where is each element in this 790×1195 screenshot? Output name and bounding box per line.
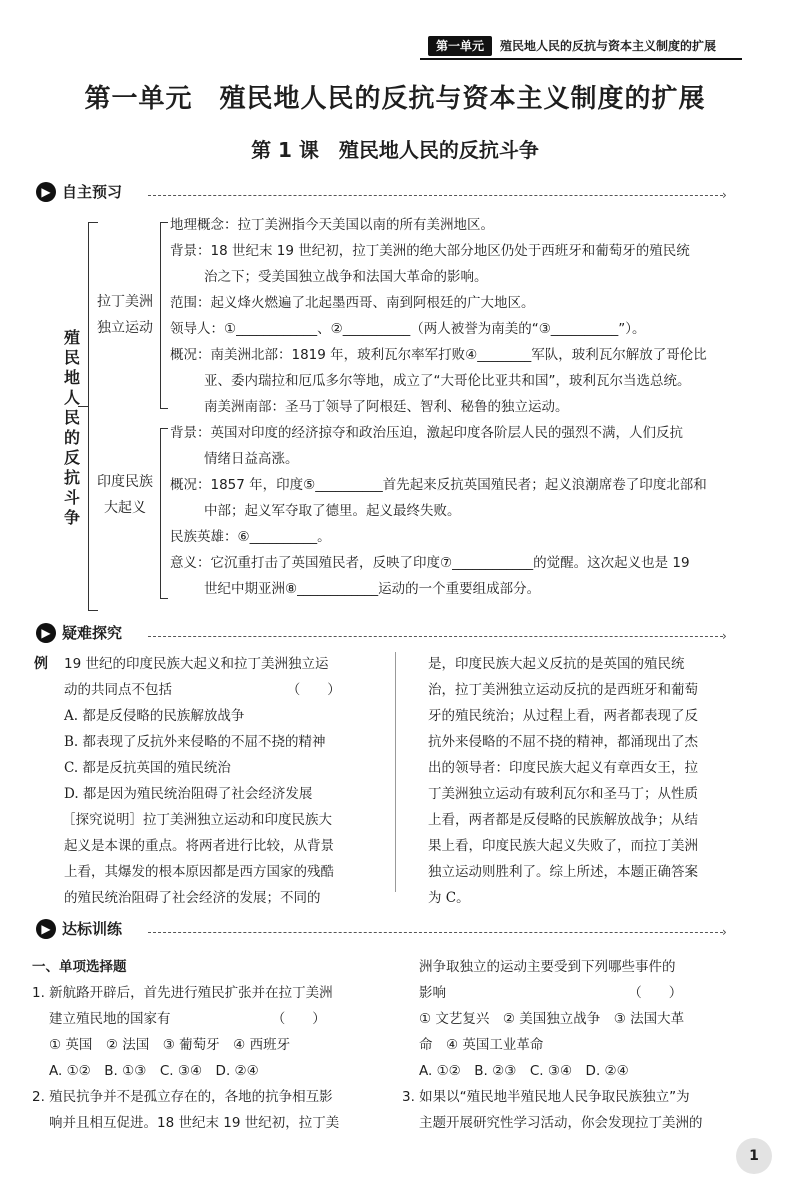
explore-explanation: ［探究说明］拉丁美洲独立运动和印度民族大 <box>62 812 332 828</box>
section-label: 自主预习 <box>62 183 123 201</box>
question-1-stem: 建立殖民地的国家有 （ ） <box>49 1011 326 1027</box>
explore-explanation: 牙的殖民统治；从过程上看，两者都表现了反 <box>428 708 698 724</box>
brace-tick <box>78 406 88 407</box>
question-2-stem: 影响 （ ） <box>419 985 683 1001</box>
explore-option: D. 都是因为殖民统治阻碍了社会经济发展 <box>64 786 313 802</box>
node-label-line: 拉丁美洲 <box>97 294 153 310</box>
dashed-rule <box>148 932 723 933</box>
section-heading-preview <box>36 181 122 207</box>
unit-title: 第一单元 殖民地人民的反抗与资本主义制度的扩展 <box>84 84 706 114</box>
explore-explanation: 是，印度民族大起义反抗的是英国的殖民统 <box>428 656 685 672</box>
play-icon: ▶ <box>36 182 56 202</box>
brace-tick <box>160 222 168 223</box>
explore-explanation: 丁美洲独立运动有玻利瓦尔和圣马丁；从性质 <box>428 786 698 802</box>
running-header-title: 殖民地人民的反抗与资本主义制度的扩展 <box>500 39 717 53</box>
root-brace <box>88 222 89 610</box>
explore-explanation: 的殖民统治阻碍了社会经济的发展；不同的 <box>64 890 321 906</box>
arrow-icon: › <box>722 629 727 643</box>
india-line: 世纪中期亚洲⑧____________运动的一个重要组成部分。 <box>204 581 541 597</box>
section-heading-training <box>36 918 122 944</box>
example-tag: 例 <box>34 656 48 672</box>
play-icon: ▶ <box>36 623 56 643</box>
lesson-title: 第 1 课 殖民地人民的反抗斗争 <box>251 138 539 162</box>
latin-line: 地理概念：拉丁美洲指今天美国以南的所有美洲地区。 <box>170 217 494 233</box>
india-line: 背景：英国对印度的经济掠夺和政治压迫，激起印度各阶层人民的强烈不满，人们反抗 <box>170 425 683 441</box>
explore-option: C. 都是反抗英国的殖民统治 <box>64 760 231 776</box>
latin-line: 领导人：①____________、②__________（两人被誉为南美的“③__________”）。 <box>170 321 646 337</box>
dashed-rule <box>148 636 723 637</box>
unit-badge: 第一单元 <box>428 36 492 56</box>
brace-tick <box>160 428 168 429</box>
explore-explanation: 抗外来侵略的不屈不挠的精神，都涌现出了杰 <box>428 734 698 750</box>
section-label: 疑难探究 <box>62 624 123 642</box>
latin-line: 概况：南美洲北部：1819 年，玻利瓦尔率军打败④________军队，玻利瓦尔解放了哥伦比 <box>170 347 707 363</box>
brace-tick <box>160 408 168 409</box>
question-3-stem: 主题开展研究性学习活动，你会发现拉丁美洲的 <box>419 1115 703 1131</box>
question-3-stem: 3. 如果以“殖民地半殖民地人民争取民族独立”为 <box>402 1089 690 1105</box>
explore-explanation: 起义是本课的重点。将两者进行比较，从背景 <box>64 838 334 854</box>
explore-explanation: 治，拉丁美洲独立运动反抗的是西班牙和葡萄 <box>428 682 698 698</box>
explore-option: B. 都表现了反抗外来侵略的不屈不挠的精神 <box>64 734 326 750</box>
latin-line: 背景：18 世纪末 19 世纪初，拉丁美洲的绝大部分地区仍处于西班牙和葡萄牙的殖民统 <box>170 243 690 259</box>
explore-explanation: 出的领导者：印度民族大起义有章西女王，拉 <box>428 760 698 776</box>
question-2-stem: 响并且相互促进。18 世纪末 19 世纪初，拉丁美 <box>49 1115 340 1131</box>
explore-option: A. 都是反侵略的民族解放战争 <box>64 708 245 724</box>
arrow-icon: › <box>722 925 727 939</box>
training-left-column <box>32 954 392 1136</box>
tree-root-label: 殖民地人民的反抗斗争 <box>63 328 80 527</box>
question-1-options: A. ①② B. ①③ C. ③④ D. ②④ <box>49 1063 259 1079</box>
header-rule <box>420 58 742 60</box>
question-1-items: ① 英国 ② 法国 ③ 葡萄牙 ④ 西班牙 <box>49 1037 291 1053</box>
latin-line: 南美洲南部：圣马丁领导了阿根廷、智利、秘鲁的独立运动。 <box>204 399 569 415</box>
brace-tick <box>88 610 98 611</box>
question-2-stem: 2. 殖民抗争并不是孤立存在的，各地的抗争相互影 <box>32 1089 333 1105</box>
play-icon: ▶ <box>36 919 56 939</box>
explore-left-column <box>64 651 389 911</box>
section-heading-explore <box>36 622 122 648</box>
explore-explanation: 果上看，印度民族大起义失败了，而拉丁美洲 <box>428 838 698 854</box>
question-2-options: A. ①② B. ②③ C. ③④ D. ②④ <box>419 1063 629 1079</box>
tree-node-latin-america <box>92 292 158 338</box>
node-label-line: 大起义 <box>104 500 146 516</box>
question-2-items: 命 ④ 英国工业革命 <box>419 1037 544 1053</box>
explore-explanation: 为 C。 <box>428 890 470 906</box>
explore-explanation: 独立运动则胜利了。综上所述，本题正确答案 <box>428 864 698 880</box>
latin-brace <box>160 222 161 408</box>
page-number: 1 <box>736 1138 772 1174</box>
explore-explanation: 上看，其爆发的根本原因都是西方国家的残酷 <box>64 864 334 880</box>
brace-tick <box>160 598 168 599</box>
explore-line: 动的共同点不包括 （ ） <box>64 682 341 698</box>
explore-explanation: 上看，两者都是反侵略的民族解放战争；从结 <box>428 812 698 828</box>
node-label-line: 独立运动 <box>97 320 153 336</box>
latin-line: 亚、委内瑞拉和厄瓜多尔等地，成立了“大哥伦比亚共和国”，玻利瓦尔当选总统。 <box>204 373 691 389</box>
question-2-stem: 洲争取独立的运动主要受到下列哪些事件的 <box>419 959 676 975</box>
question-1-stem: 1. 新航路开辟后，首先进行殖民扩张并在拉丁美洲 <box>32 985 333 1001</box>
arrow-icon: › <box>722 188 727 202</box>
india-line: 意义：它沉重打击了英国殖民者，反映了印度⑦____________的觉醒。这次起义也是 19 <box>170 555 690 571</box>
training-right-column <box>402 954 752 1136</box>
question-2-items: ① 文艺复兴 ② 美国独立战争 ③ 法国大革 <box>419 1011 685 1027</box>
india-brace <box>160 428 161 598</box>
india-line: 概况：1857 年，印度⑤__________首先起来反抗英国殖民者；起义浪潮席卷了印度北部和 <box>170 477 707 493</box>
tree-node-india <box>92 472 158 518</box>
explore-line: 19 世纪的印度民族大起义和拉丁美洲独立运 <box>64 656 329 672</box>
section-label: 达标训练 <box>62 920 123 938</box>
latin-line: 范围：起义烽火燃遍了北起墨西哥、南到阿根廷的广大地区。 <box>170 295 535 311</box>
node-label-line: 印度民族 <box>97 474 153 490</box>
explore-right-column <box>428 651 748 911</box>
india-line: 民族英雄：⑥__________。 <box>170 529 331 545</box>
latin-line: 治之下；受美国独立战争和法国大革命的影响。 <box>204 269 488 285</box>
india-line: 情绪日益高涨。 <box>204 451 299 467</box>
column-divider <box>395 652 396 892</box>
question-type-heading: 一、单项选择题 <box>32 959 127 975</box>
india-line: 中部；起义军夺取了德里。起义最终失败。 <box>204 503 461 519</box>
dashed-rule <box>148 195 723 196</box>
brace-tick <box>88 222 98 223</box>
